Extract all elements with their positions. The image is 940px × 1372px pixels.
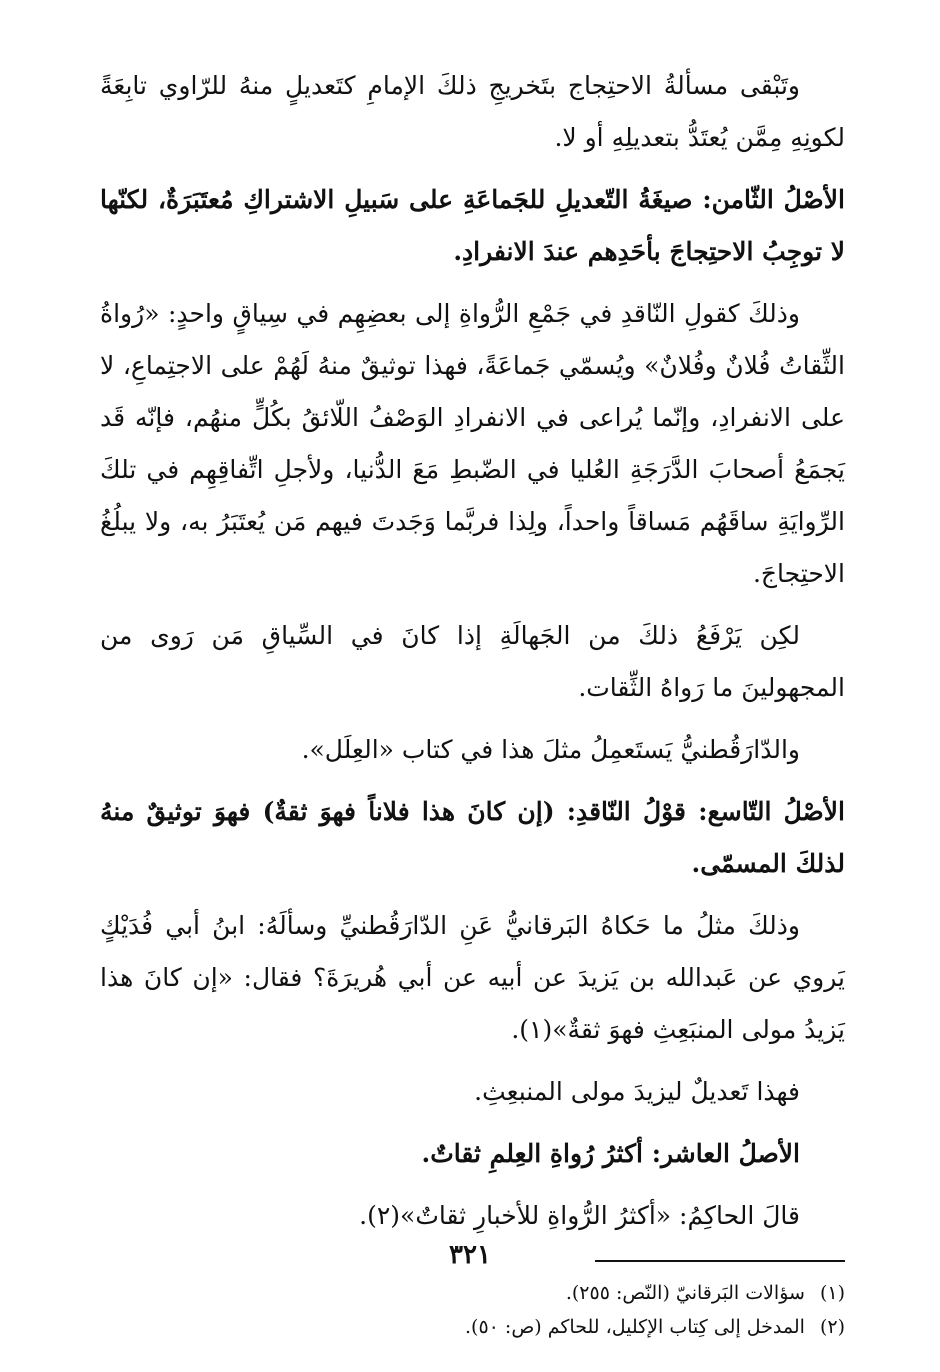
- paragraph: وذلكَ مثلُ ما حَكاهُ البَرقانيُّ عَنِ الدّارَقُطنيِّ وسألَهُ: ابنُ أبي فُدَيْكٍ يَروي عن عَبدالله بن يَزيدَ عن أبيه عن أبي هُريرَةَ؟ فقال: «إن كانَ هذا يَزيدُ مولى المنبَعِثِ فهوَ ثقةٌ»(١).: [100, 911, 845, 1044]
- paragraph: وذلكَ كقولِ النّاقدِ في جَمْعِ الرُّواةِ إلى بعضِهِم في سِياقٍ واحدٍ: «رُواةُ الثِّقاتُ فُلانٌ وفُلانٌ» ويُسمّي جَماعَةً، فهذا توثيقٌ منهُ لَهُمْ على الاجتِماعِ، لا على الانفرادِ، وإنّما يُراعى في الانفرادِ الوَصْفُ اللّائقُ بكُلٍّ منهُم، فإنّه قَد يَجمَعُ أصحابَ الدَّرَجَةِ العُليا في الضّبطِ مَعَ الدُّنيا، ولأجلِ اتِّفاقِهِم في تلكَ الرِّوايَةِ ساقَهُم مَساقاً واحداً، ولِذا فربَّما وَجَدتَ فيهم مَن يُعتَبَرُ به، ولا يبلُغُ الاحتِجاجَ.: [100, 299, 845, 588]
- principle-nine-heading: [100, 786, 845, 890]
- paragraph: لكِن يَرْفَعُ ذلكَ من الجَهالَةِ إذا كانَ في السِّياقِ مَن رَوى من المجهولينَ ما رَواهُ الثِّقات.: [100, 621, 845, 702]
- principle-eight-heading: [100, 174, 845, 278]
- heading-label: الأصلُ العاشر:: [651, 1139, 800, 1168]
- paragraph: قالَ الحاكِمُ: «أكثرُ الرُّواةِ للأخبارِ ثقاتٌ»(٢).: [359, 1201, 800, 1230]
- paragraph: فهذا تَعديلٌ ليزيدَ مولى المنبعِثِ.: [474, 1077, 800, 1106]
- heading-text: أكثرُ رُواةِ العِلمِ ثقاتٌ.: [421, 1139, 643, 1168]
- footnotes: [100, 1276, 845, 1344]
- paragraph: والدّارَقُطنيُّ يَستَعمِلُ مثلَ هذا في كتاب «العِلَل».: [301, 735, 800, 764]
- footnote-text: سؤالات البَرقانيّ (النّص: ٢٥٥).: [565, 1282, 805, 1304]
- heading-text: صيغَةُ التّعديلِ للجَماعَةِ على سَبيلِ الاشتراكِ مُعتَبَرَةٌ، لكنّها لا توجِبُ الاحتِجاجَ بأحَدِهم عندَ الانفرادِ.: [100, 185, 845, 266]
- heading-text: قوْلُ النّاقدِ: (إن كانَ هذا فلاناً فهوَ ثقةٌ) فهوَ توثيقٌ منهُ لذلكَ المسمّى.: [100, 797, 845, 878]
- footnote-text: المدخل إلى كِتاب الإكليل، للحاكم (ص: ٥٠).: [465, 1316, 805, 1338]
- footnote: [100, 1310, 845, 1344]
- principle-ten-heading: [100, 1128, 845, 1180]
- footnote-number: (٢): [819, 1316, 845, 1338]
- footnote: [100, 1276, 845, 1310]
- page-number: ٣٢١: [449, 1240, 491, 1270]
- paragraph: وتَبْقى مسألةُ الاحتِجاج بتَخريجِ ذلكَ الإمامِ كتَعديلٍ منهُ للرّاوي تابِعَةً لكونِهِ مِمَّن يُعتَدُّ بتعديلِهِ أو لا.: [100, 71, 845, 152]
- heading-label: الأصْلُ التّاسع:: [698, 797, 845, 826]
- footnote-number: (١): [819, 1282, 845, 1304]
- heading-label: الأصْلُ الثّامن:: [702, 185, 845, 214]
- page-body: [100, 60, 845, 1344]
